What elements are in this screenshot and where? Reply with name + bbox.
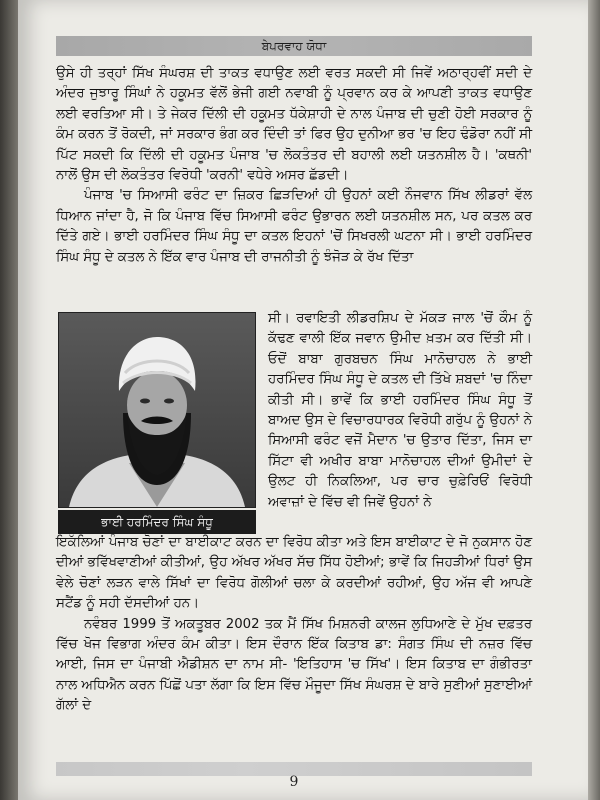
portrait-figure xyxy=(58,312,256,534)
paragraph: ਇਕੱਲਿਆਂ ਪੰਜਾਬ ਚੋਣਾਂ ਦਾ ਬਾਈਕਾਟ ਕਰਨ ਦਾ ਵਿਰੋਧ ਕੀਤਾ ਅਤੇ ਇਸ ਬਾਈਕਾਟ ਦੇ ਜੋ ਨੁਕਸਾਨ ਹੋਣ ਦੀਆਂ ਭਵਿੱਖਵਾਣੀਆਂ ਕੀਤੀਆਂ, ਉਹ ਅੱਖਰ ਅੱਖਰ ਸੱਚ ਸਿੱਧ ਹੋਈਆਂ; ਭਾਵੇਂ ਕਿ ਜਿਹੜੀਆਂ ਧਿਰਾਂ ਉਸ ਵੇਲੇ ਚੋਣਾਂ ਲੜਨ ਵਾਲੇ ਸਿੱਖਾਂ ਦਾ ਵਿਰੋਧ ਗੋਲੀਆਂ ਚਲਾ ਕੇ ਕਰਦੀਆਂ ਰਹੀਆਂ, ਉਹ ਅੱਜ ਵੀ ਆਪਣੇ ਸਟੈਂਡ ਨੂੰ ਸਹੀ ਦੱਸਦੀਆਂ ਹਨ। xyxy=(56,535,532,612)
paragraph: ਨਵੰਬਰ 1999 ਤੋਂ ਅਕਤੂਬਰ 2002 ਤਕ ਮੈਂ ਸਿੱਖ ਮਿਸ਼ਨਰੀ ਕਾਲਜ ਲੁਧਿਆਣੇ ਦੇ ਮੁੱਖ ਦਫ਼ਤਰ ਵਿੱਚ ਖੋਜ ਵਿਭਾਗ ਅੰਦਰ ਕੰਮ ਕੀਤਾ। ਇਸ ਦੌਰਾਨ ਇੱਕ ਕਿਤਾਬ ਡਾ: ਸੰਗਤ ਸਿੰਘ ਦੀ ਨਜ਼ਰ ਵਿੱਚ ਆਈ, ਜਿਸ ਦਾ ਪੰਜਾਬੀ ਐਡੀਸ਼ਨ ਦਾ ਨਾਮ ਸੀ- 'ਇਤਿਹਾਸ 'ਚ ਸਿੱਖ'। ਇਸ ਕਿਤਾਬ ਦਾ ਗੰਭੀਰਤਾ ਨਾਲ ਅਧਿਐਨ ਕਰਨ ਪਿੱਛੋਂ ਪਤਾ ਲੱਗਾ ਕਿ ਇਸ ਵਿੱਚ ਮੌਜੂਦਾ ਸਿੱਖ ਸੰਘਰਸ਼ ਦੇ ਬਾਰੇ ਸੁਣੀਆਂ ਸੁਣਾਈਆਂ ਗੱਲਾਂ ਦੇ xyxy=(56,616,532,714)
page-number: 9 xyxy=(289,774,299,790)
running-header-title: ਬੇਪਰਵਾਹ ਯੋਧਾ xyxy=(261,39,327,53)
paragraph: ਉਸੇ ਹੀ ਤਰ੍ਹਾਂ ਸਿੱਖ ਸੰਘਰਸ਼ ਦੀ ਤਾਕਤ ਵਧਾਉਣ ਲਈ ਵਰਤ ਸਕਦੀ ਸੀ ਜਿਵੇਂ ਅਠਾਰ੍ਹਵੀਂ ਸਦੀ ਦੇ ਅੰਦਰ ਜੁਝਾਰੂ ਸਿੰਘਾਂ ਨੇ ਹਕੂਮਤ ਵੱਲੋਂ ਭੇਜੀ ਗਈ ਨਵਾਬੀ ਨੂੰ ਪ੍ਰਵਾਨ ਕਰ ਕੇ ਆਪਣੀ ਤਾਕਤ ਵਧਾਉਣ ਲਈ ਵਰਤਿਆ ਸੀ। ਤੇ ਜੇਕਰ ਦਿੱਲੀ ਦੀ ਹਕੂਮਤ ਧੱਕੇਸ਼ਾਹੀ ਦੇ ਨਾਲ ਪੰਜਾਬ ਦੀ ਚੁਣੀ ਹੋਈ ਸਰਕਾਰ ਨੂੰ ਕੰਮ ਕਰਨ ਤੋਂ ਰੋਕਦੀ, ਜਾਂ ਸਰਕਾਰ ਭੰਗ ਕਰ ਦਿੰਦੀ ਤਾਂ ਫਿਰ ਉਹ ਦੁਨੀਆ ਭਰ 'ਚ ਇਹ ਢੰਡੋਰਾ ਨਹੀਂ ਸੀ ਪਿੱਟ ਸਕਦੀ ਕਿ ਦਿੱਲੀ ਦੀ ਹਕੂਮਤ ਪੰਜਾਬ 'ਚ ਲੋਕਤੰਤਰ ਦੀ ਬਹਾਲੀ ਲਈ ਯਤਨਸ਼ੀਲ ਹੈ। 'ਕਥਨੀ' ਨਾਲੋਂ ਉਸ ਦੀ ਲੋਕਤੰਤਰ ਵਿਰੋਧੀ 'ਕਰਨੀ' ਵਧੇਰੇ ਅਸਰ ਛੱਡਦੀ। xyxy=(56,66,532,184)
paragraph: ਸੀ। ਰਵਾਇਤੀ ਲੀਡਰਸ਼ਿਪ ਦੇ ਮੱਕੜ ਜਾਲ 'ਚੋਂ ਕੌਮ ਨੂੰ ਕੱਢਣ ਵਾਲੀ ਇੱਕ ਜਵਾਨ ਉਮੀਦ ਖ਼ਤਮ ਕਰ ਦਿੱਤੀ ਸੀ। ਓਦੋਂ ਬਾਬਾ ਗੁਰਬਚਨ ਸਿੰਘ ਮਾਨੋਚਾਹਲ ਨੇ ਭਾਈ ਹਰਮਿੰਦਰ ਸਿੰਘ ਸੰਧੂ ਦੇ ਕਤਲ ਦੀ ਤਿੱਖੇ ਸ਼ਬਦਾਂ 'ਚ ਨਿੰਦਾ ਕੀਤੀ ਸੀ। ਭਾਵੇਂ ਕਿ ਭਾਈ ਹਰਮਿੰਦਰ ਸਿੰਘ ਸੰਧੂ ਤੋਂ ਬਾਅਦ ਉਸ ਦੇ ਵਿਚਾਰਧਾਰਕ ਵਿਰੋਧੀ ਗਰੁੱਪ ਨੂੰ ਉਹਨਾਂ ਨੇ ਸਿਆਸੀ ਫਰੰਟ ਵਜੋਂ ਮੈਦਾਨ 'ਚ ਉਤਾਰ ਦਿੱਤਾ, ਜਿਸ ਦਾ ਸਿੱਟਾ ਵੀ ਅਖੀਰ ਬਾਬਾ ਮਾਨੋਚਾਹਲ ਦੀਆਂ ਉਮੀਦਾਂ ਦੇ ਉਲਟ ਹੀ ਨਿਕਲਿਆ, ਪਰ ਚਾਰ ਚੁਫ਼ੇਰਿਓਂ ਵਿਰੋਧੀ ਅਵਾਜ਼ਾਂ ਦੇ ਵਿੱਚ ਵੀ ਜਿਵੇਂ ਉਹਨਾਂ ਨੇ xyxy=(268,311,532,510)
portrait-caption: ਭਾਈ ਹਰਮਿੰਦਰ ਸਿੰਘ ਸੰਧੂ xyxy=(58,510,256,534)
body-text-wrap xyxy=(268,309,532,513)
running-header xyxy=(56,36,532,56)
portrait-image xyxy=(59,313,255,507)
body-text-top xyxy=(56,64,532,268)
paragraph: ਪੰਜਾਬ 'ਚ ਸਿਆਸੀ ਫਰੰਟ ਦਾ ਜ਼ਿਕਰ ਛਿੜਦਿਆਂ ਹੀ ਉਹਨਾਂ ਕਈ ਨੌਜਵਾਨ ਸਿੱਖ ਲੀਡਰਾਂ ਵੱਲ ਧਿਆਨ ਜਾਂਦਾ ਹੈ, ਜੋ ਕਿ ਪੰਜਾਬ ਵਿੱਚ ਸਿਆਸੀ ਫਰੰਟ ਉਭਾਰਨ ਲਈ ਯਤਨਸ਼ੀਲ ਸਨ, ਪਰ ਕਤਲ ਕਰ ਦਿੱਤੇ ਗਏ। ਭਾਈ ਹਰਮਿੰਦਰ ਸਿੰਘ ਸੰਧੂ ਦਾ ਕਤਲ ਇਹਨਾਂ 'ਚੋਂ ਸਿਖਰਲੀ ਘਟਨਾ ਸੀ। ਭਾਈ ਹਰਮਿੰਦਰ ਸਿੰਘ ਸੰਧੂ ਦੇ ਕਤਲ ਨੇ ਇੱਕ ਵਾਰ ਪੰਜਾਬ ਦੀ ਰਾਜਨੀਤੀ ਨੂੰ ਝੰਜੋੜ ਕੇ ਰੱਖ ਦਿੱਤਾ xyxy=(56,188,532,265)
body-text-bottom xyxy=(56,533,532,717)
portrait-photo xyxy=(58,312,256,508)
